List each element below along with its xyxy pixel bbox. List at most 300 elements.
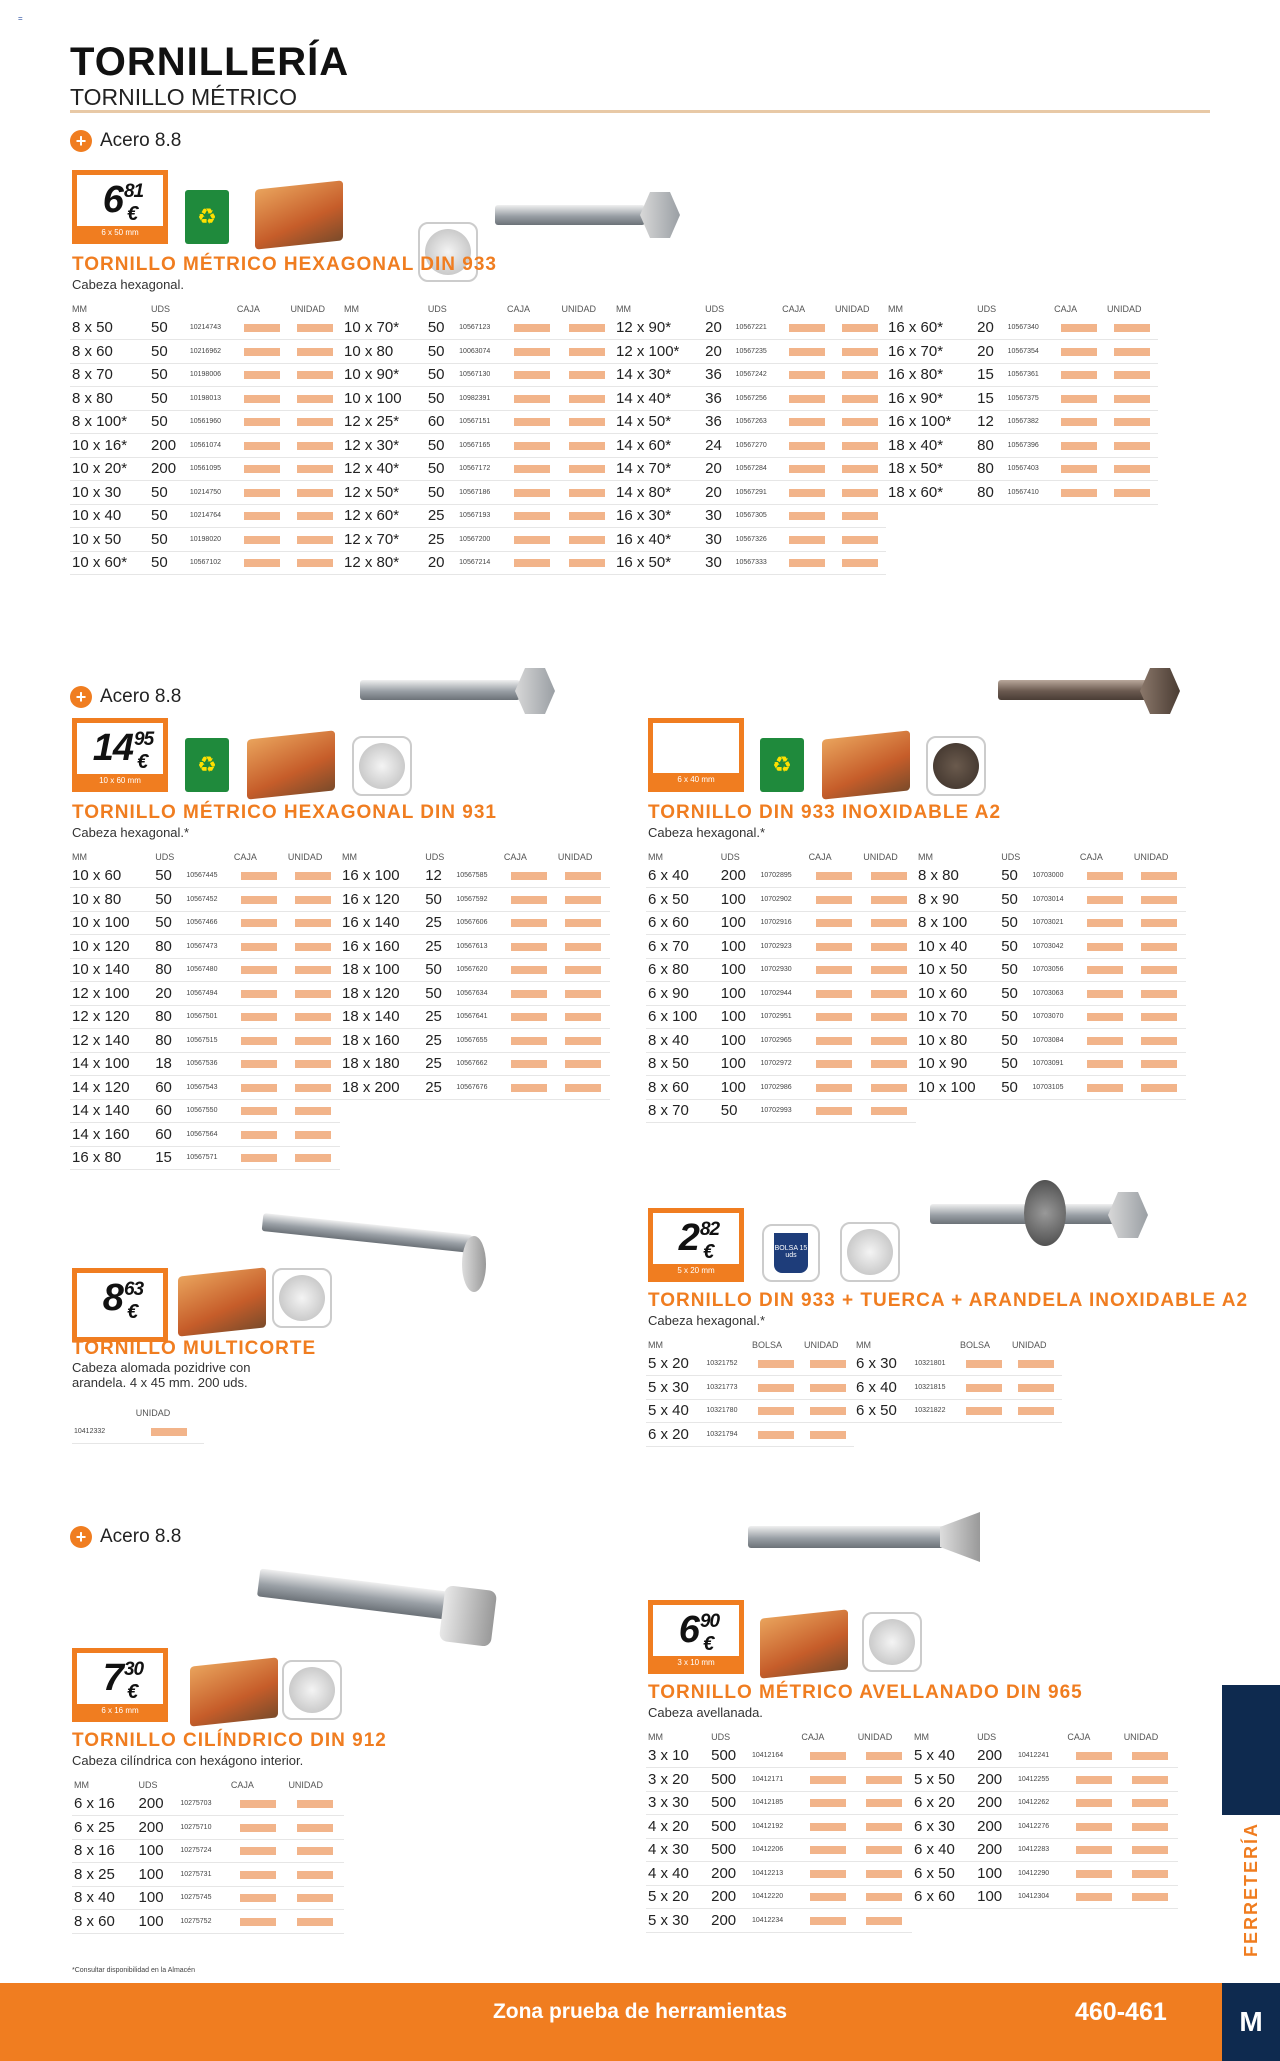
p6-currency: € [127,1681,138,1703]
qty-cell: 100 [975,1885,1016,1909]
price-cell [286,1146,340,1170]
ref-code: 10275752 [178,1910,229,1934]
price-cell [229,1792,287,1816]
price-cell [1078,982,1132,1006]
size-cell: 6 x 90 [646,982,719,1006]
qty-cell: 50 [153,888,184,912]
ref-code: 10412304 [1016,1885,1065,1909]
price-cell [232,982,286,1006]
qty-cell: 50 [426,481,457,505]
table-row [916,864,1186,888]
qty-cell: 200 [975,1768,1016,1792]
qty-cell: 50 [426,340,457,364]
price-cell [861,1052,916,1076]
qty-cell: 20 [426,551,457,575]
price-cell [780,363,833,387]
table-row [70,434,342,458]
ref-code: 10198020 [188,528,235,552]
qty-cell: 100 [137,1863,179,1887]
size-cell: 10 x 100 [342,387,426,411]
price-cell [833,316,886,340]
price-cell [560,410,615,434]
ref-code: 10567592 [454,888,502,912]
table-row [646,1768,912,1792]
price-cell [856,1744,912,1768]
p6-table [72,1778,344,1934]
qty-cell: 100 [719,1052,759,1076]
size-cell: 18 x 140 [340,1005,423,1029]
price-cell [288,363,342,387]
column-header: BOLSA [752,1340,783,1350]
table-row [614,363,886,387]
price-cell [1122,1768,1178,1792]
price-cell [1132,958,1186,982]
ref-code: 10567620 [454,958,502,982]
size-cell: 10 x 60 [916,982,999,1006]
price-cell [232,888,286,912]
qty-cell: 60 [426,410,457,434]
p5-col-0 [646,1338,854,1447]
price-cell [1105,363,1158,387]
ref-code: 10412213 [750,1862,799,1886]
ref-code: 10567123 [457,316,505,340]
price-cell [1078,1029,1132,1053]
price-cell [232,864,286,888]
column-header: CAJA [236,304,260,314]
table-row [886,410,1158,434]
p1-desc: Cabeza hexagonal. [72,277,185,292]
plus-icon[interactable]: + [70,1526,92,1548]
p6-bolt-head [439,1585,497,1647]
ref-code: 10702965 [758,1029,806,1053]
price-cell [505,481,559,505]
table-header-row [646,1338,854,1352]
qty-cell: 20 [703,316,733,340]
qty-cell: 100 [719,1076,759,1100]
p7-table [646,1730,1178,1933]
table-row [646,935,916,959]
p7-currency: € [703,1633,714,1655]
size-cell: 16 x 60* [886,316,975,340]
column-header: UDS [705,304,725,314]
table-row [72,1910,344,1934]
qty-cell: 500 [709,1744,750,1768]
qty-cell: 200 [719,864,759,888]
table-header-row [614,302,886,316]
table-row [646,1076,916,1100]
ref-code: 10703070 [1030,1005,1078,1029]
price-cell [286,1029,340,1053]
qty-cell: 18 [153,1052,184,1076]
column-header [912,1338,958,1352]
ref-code: 10412171 [750,1768,799,1792]
p6-price-size: 6 x 16 mm [77,1704,163,1718]
table-row [72,1816,344,1840]
size-cell: 6 x 16 [72,1792,137,1816]
ref-code: 10703000 [1030,864,1078,888]
table-row [340,1052,610,1076]
p1-bolt-head [640,192,680,238]
column-header: UDS [151,304,171,314]
ref-code: 10567466 [184,911,232,935]
ref-code: 10561074 [188,434,235,458]
column-header: UDS [427,304,447,314]
column-header: MM [888,304,903,314]
qty-cell: 50 [149,316,188,340]
price-cell [802,1352,854,1376]
price-cell [802,1423,854,1447]
size-cell: 10 x 90* [342,363,426,387]
price-cell [1078,911,1132,935]
size-cell: 10 x 50 [70,528,149,552]
qty-cell: 50 [426,457,457,481]
qty-cell: 12 [423,864,454,888]
qty-cell: 36 [703,387,733,411]
qty-cell: 50 [999,982,1030,1006]
table-row [646,1909,912,1933]
table-header-row [912,1730,1178,1744]
price-cell [856,1885,912,1909]
ref-code: 10561095 [188,457,235,481]
qty-cell: 500 [709,1815,750,1839]
p1-price-int: 6 [102,179,123,221]
column-header: UNIDAD [1011,1340,1047,1350]
price-cell [556,1076,610,1100]
ref-code: 10567641 [454,1005,502,1029]
qty-cell: 200 [137,1816,179,1840]
price-cell [750,1376,802,1400]
table-row [912,1885,1178,1909]
pozidrive-icon [272,1268,332,1328]
size-cell: 14 x 120 [70,1076,153,1100]
qty-cell: 30 [703,551,733,575]
p4-price-dec: 63 [123,1279,144,1300]
price-cell [1052,340,1105,364]
qty-cell: 80 [153,1029,184,1053]
price-cell [780,528,833,552]
size-cell: 16 x 120 [340,888,423,912]
p7-col-0 [646,1730,912,1933]
table-row [340,864,610,888]
ref-code: 10412290 [1016,1862,1065,1886]
table-header-row [340,850,610,864]
table-row [72,1839,344,1863]
price-cell [286,1910,344,1934]
price-cell [502,982,556,1006]
price-cell [1010,1376,1062,1400]
price-cell [861,888,916,912]
table-row [614,434,886,458]
size-cell: 8 x 50 [646,1052,719,1076]
column-header [1016,1730,1065,1744]
qty-cell: 200 [975,1838,1016,1862]
ref-code: 10567172 [457,457,505,481]
price-cell [833,528,886,552]
qty-cell: 20 [703,340,733,364]
column-header: MM [342,852,357,862]
table-row [646,1005,916,1029]
table-row [70,363,342,387]
p4-ref: 10412332 [72,1420,134,1444]
p3-col-0 [646,850,916,1123]
size-cell: 14 x 160 [70,1123,153,1147]
ref-code: 10567480 [184,958,232,982]
ref-code: 10412283 [1016,1838,1065,1862]
column-header: UNIDAD [863,852,898,862]
table-row [70,1146,340,1170]
price-cell [802,1376,854,1400]
qty-cell: 60 [153,1099,184,1123]
table-row [886,340,1158,364]
price-cell [1122,1744,1178,1768]
column-header: MM [74,1780,89,1790]
price-cell [232,1146,286,1170]
size-cell: 16 x 80* [886,363,975,387]
ref-code: 10567354 [1006,340,1053,364]
price-cell [560,387,615,411]
qty-cell: 80 [153,1005,184,1029]
price-cell [235,340,289,364]
table-row [646,982,916,1006]
column-header: UDS [155,852,175,862]
size-cell: 5 x 20 [646,1352,704,1376]
size-cell: 12 x 40* [342,457,426,481]
size-cell: 6 x 50 [854,1399,912,1423]
size-cell: 6 x 25 [72,1816,137,1840]
size-cell: 8 x 25 [72,1863,137,1887]
qty-cell: 25 [423,935,454,959]
size-cell: 10 x 140 [70,958,153,982]
table-row [614,316,886,340]
table-row [70,958,340,982]
price-cell [556,1052,610,1076]
price-cell [1078,864,1132,888]
price-cell [505,551,559,575]
plus-icon[interactable]: + [70,130,92,152]
p3-title: TORNILLO DIN 933 INOXIDABLE A2 [648,802,1002,823]
table-row [342,387,614,411]
price-cell [502,1005,556,1029]
table-row [70,1123,340,1147]
size-cell: 8 x 80 [70,387,149,411]
price-cell [856,1815,912,1839]
size-cell: 6 x 40 [912,1838,975,1862]
table-header-row [886,302,1158,316]
ref-code: 10567200 [457,528,505,552]
table-row [340,982,610,1006]
price-cell [780,457,833,481]
table-row [916,1029,1186,1053]
price-cell [780,387,833,411]
table-row [646,1791,912,1815]
column-header: CAJA [801,1732,825,1742]
price-cell [232,1005,286,1029]
ref-code: 10412164 [750,1744,799,1768]
size-cell: 18 x 200 [340,1076,423,1100]
price-cell [807,864,862,888]
size-cell: 10 x 40 [916,935,999,959]
price-cell [799,1768,855,1792]
p7-screw-image [748,1526,944,1548]
p2-price-int: 14 [92,727,133,769]
price-cell [833,551,886,575]
size-cell: 6 x 20 [646,1423,704,1447]
column-header: UNIDAD [561,304,597,314]
qty-cell: 200 [709,1862,750,1886]
p2-table [70,850,610,1170]
price-cell [556,1005,610,1029]
price-cell [861,1005,916,1029]
p2-box-image [247,730,335,799]
p1-currency: € [127,203,138,225]
price-cell [505,316,559,340]
price-cell [235,457,289,481]
ref-code: 10567606 [454,911,502,935]
table-row [614,340,886,364]
ref-code: 10214764 [188,504,235,528]
ref-code: 10703063 [1030,982,1078,1006]
column-header: UNIDAD [557,852,593,862]
table-row [340,1005,610,1029]
table-row [886,363,1158,387]
qty-cell: 60 [153,1076,184,1100]
price-cell [799,1909,855,1933]
column-header [1030,850,1078,864]
price-cell [560,363,615,387]
p5-bolt-head [1108,1192,1148,1238]
p1-col-0 [70,302,342,575]
column-header: UNIDAD [288,1780,323,1790]
table-row [916,911,1186,935]
price-cell [288,528,342,552]
p7-screw-head [940,1512,980,1562]
column-header: UDS [711,1732,731,1742]
table-header-row [70,850,340,864]
table-row [342,457,614,481]
table-row [70,1076,340,1100]
ref-code: 10567585 [454,864,502,888]
column-header: CAJA [1067,1732,1091,1742]
price-cell [861,864,916,888]
size-cell: 14 x 80* [614,481,703,505]
size-cell: 6 x 30 [854,1352,912,1376]
column-header [758,850,806,864]
table-row [916,982,1186,1006]
size-cell: 6 x 60 [646,911,719,935]
price-cell [286,1839,344,1863]
price-cell [958,1376,1010,1400]
qty-cell: 25 [426,528,457,552]
p7-price-size: 3 x 10 mm [653,1656,739,1670]
column-header: CAJA [1054,304,1078,314]
size-cell: 6 x 70 [646,935,719,959]
size-cell: 10 x 20* [70,457,149,481]
table-row [646,1099,916,1123]
table-row [70,481,342,505]
price-cell [958,1352,1010,1376]
table-row [646,1744,912,1768]
size-cell: 6 x 50 [912,1862,975,1886]
ref-code: 10702895 [758,864,806,888]
size-cell: 10 x 100 [70,911,153,935]
qty-cell: 200 [709,1909,750,1933]
plus-icon[interactable]: + [70,686,92,708]
page-title: TORNILLERÍA [70,40,350,84]
qty-cell: 15 [153,1146,184,1170]
column-header: CAJA [233,852,257,862]
size-cell: 8 x 80 [916,864,999,888]
ref-code: 10567165 [457,434,505,458]
qty-cell: 100 [719,888,759,912]
size-cell: 14 x 100 [70,1052,153,1076]
size-cell: 12 x 100 [70,982,153,1006]
p4-price-tag [72,1268,168,1342]
size-cell: 6 x 80 [646,958,719,982]
price-cell [556,935,610,959]
p5-price-dec: 82 [699,1219,720,1240]
price-cell [1078,1005,1132,1029]
table-row [916,1052,1186,1076]
ref-code: 10702916 [758,911,806,935]
column-header: MM [616,304,631,314]
size-cell: 18 x 180 [340,1052,423,1076]
ref-code: 10702986 [758,1076,806,1100]
column-header: CAJA [808,852,832,862]
column-header: MM [72,304,87,314]
column-header: UDS [720,852,740,862]
p3-box-image [822,730,910,799]
availability-note: *Consultar disponibilidad en la Almacén [72,1967,195,1974]
bag-icon [762,1224,820,1282]
qty-cell: 50 [999,864,1030,888]
brand-logo[interactable]: M [1222,1983,1280,2061]
size-cell: 14 x 30* [614,363,703,387]
qty-cell: 20 [703,457,733,481]
size-cell: 6 x 100 [646,1005,719,1029]
table-row [614,504,886,528]
qty-cell: 80 [975,457,1005,481]
qty-cell: 500 [709,1791,750,1815]
ref-code: 10567305 [734,504,781,528]
ref-code: 10567634 [454,982,502,1006]
hex-head-icon [352,736,412,796]
table-row [70,340,342,364]
qty-cell: 50 [149,528,188,552]
qty-cell: 200 [975,1791,1016,1815]
qty-cell: 100 [719,935,759,959]
price-cell [833,434,886,458]
ref-code: 10982391 [457,387,505,411]
table-row [646,1029,916,1053]
table-row [646,864,916,888]
eco-glyph: ♻ [197,204,217,229]
ref-code: 10321822 [912,1399,958,1423]
table-row [70,551,342,575]
size-cell: 6 x 60 [912,1885,975,1909]
eco-icon [185,190,229,244]
price-cell [286,958,340,982]
table-row [72,1863,344,1887]
ref-code: 10567396 [1006,434,1053,458]
table-row [646,1352,854,1376]
size-cell: 14 x 140 [70,1099,153,1123]
ref-code: 10567655 [454,1029,502,1053]
qty-cell: 20 [975,316,1005,340]
size-cell: 8 x 60 [72,1910,137,1934]
page-subtitle: TORNILLO MÉTRICO [70,84,298,110]
ref-code: 10321801 [912,1352,958,1376]
p5-currency: € [703,1241,714,1263]
